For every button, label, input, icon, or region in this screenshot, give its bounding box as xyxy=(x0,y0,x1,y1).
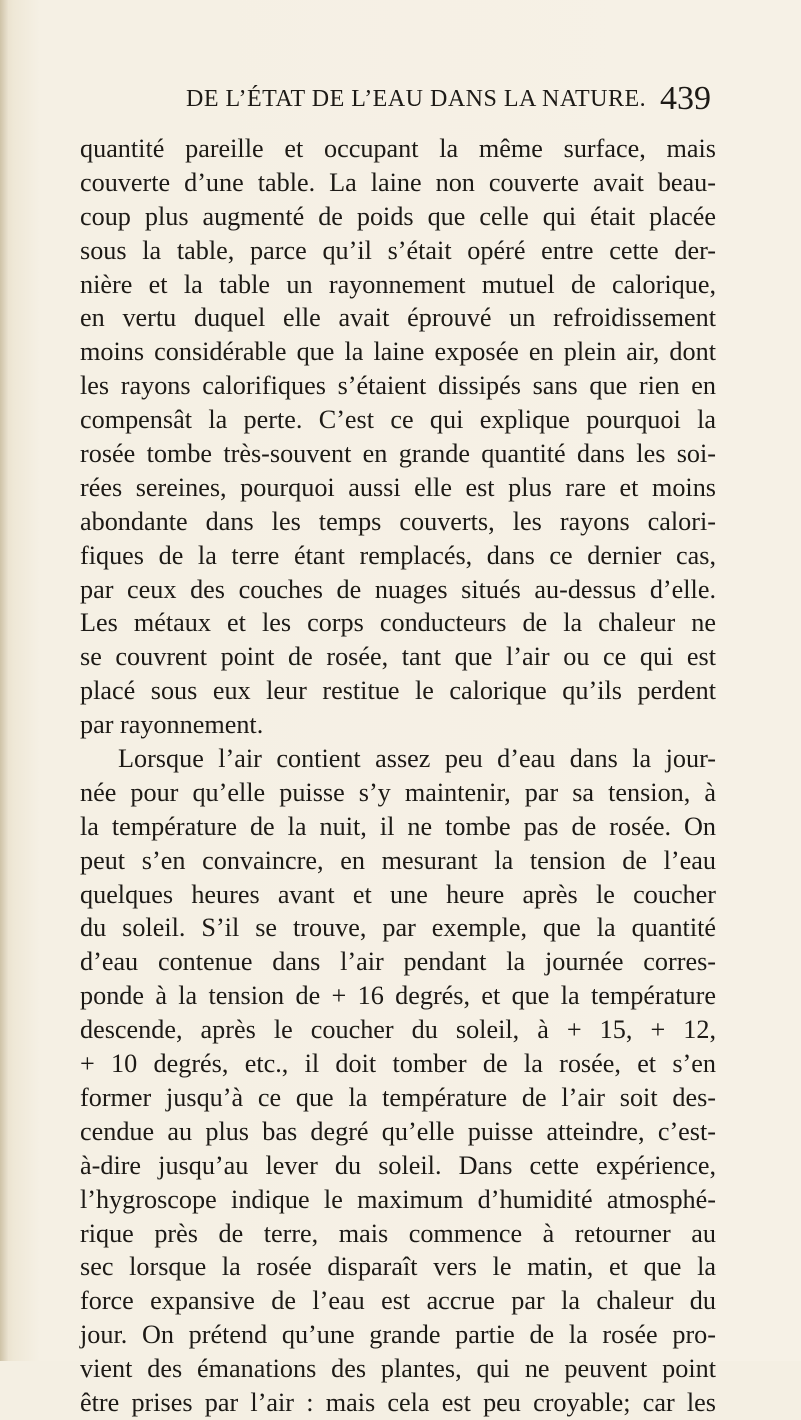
text-line: quantité pareille et occupant la même surface, mais xyxy=(80,134,716,163)
text-line: abondante dans les temps couverts, les rayons calori- xyxy=(80,506,716,536)
text-line: du soleil. S’il se trouve, par exemple, que la quantité xyxy=(80,913,716,943)
text-line: d’eau contenue dans l’air pendant la journée corres- xyxy=(80,947,716,977)
text-line: l’hygroscope indique le maximum d’humidité atmosphé- xyxy=(80,1184,716,1214)
text-line: couverte d’une table. La laine non couverte avait beau- xyxy=(80,167,716,197)
text-line: être prises par l’air : mais cela est peu croyable; car les xyxy=(80,1387,716,1417)
running-title: DE L’ÉTAT DE L’EAU DANS LA NATURE. xyxy=(186,86,647,112)
text-line: par ceux des couches de nuages situés au-dessus d’elle. xyxy=(80,574,716,604)
text-line: née pour qu’elle puisse s’y maintenir, par sa tension, à xyxy=(80,777,716,807)
text-line: rées sereines, pourquoi aussi elle est plus rare et moins xyxy=(80,472,716,502)
text-line: en vertu duquel elle avait éprouvé un refroidissement xyxy=(80,303,716,333)
text-line: moins considérable que la laine exposée en plein air, dont xyxy=(80,337,716,367)
text-line: rique près de terre, mais commence à retourner au xyxy=(80,1218,716,1248)
text-line: cendue au plus bas degré qu’elle puisse atteindre, c’est- xyxy=(80,1116,716,1146)
text-line: sous la table, parce qu’il s’était opéré entre cette der- xyxy=(80,235,716,265)
text-line: compensât la perte. C’est ce qui explique pourquoi la xyxy=(80,405,716,435)
text-line: Les métaux et les corps conducteurs de la chaleur ne xyxy=(80,608,716,638)
text-line: sec lorsque la rosée disparaît vers le matin, et que la xyxy=(80,1252,716,1282)
text-line: coup plus augmenté de poids que celle qui était placée xyxy=(80,201,716,231)
paragraph-end-line: par rayonnement. xyxy=(80,710,264,740)
text-line: nière et la table un rayonnement mutuel de calorique, xyxy=(80,269,716,299)
text-line: quelques heures avant et une heure après le coucher xyxy=(80,879,716,909)
text-line: force expansive de l’eau est accrue par la chaleur du xyxy=(80,1286,716,1316)
text-line: vient des émanations des plantes, qui ne peuvent point xyxy=(80,1354,716,1384)
text-line: peut s’en convaincre, en mesurant la tension de l’eau xyxy=(80,845,716,875)
text-line: se couvrent point de rosée, tant que l’air ou ce qui est xyxy=(80,642,716,672)
text-line: rosée tombe très-souvent en grande quantité dans les soi- xyxy=(80,439,716,469)
text-line: les rayons calorifiques s’étaient dissipés sans que rien en xyxy=(80,371,716,401)
page-number: 439 xyxy=(660,80,711,117)
body-text xyxy=(80,132,716,1420)
binding-edge xyxy=(0,0,8,1361)
text-line: fiques de la terre étant remplacés, dans ce dernier cas, xyxy=(80,540,716,570)
text-line: la température de la nuit, il ne tombe pas de rosée. On xyxy=(80,811,716,841)
text-line: jour. On prétend qu’une grande partie de la rosée pro- xyxy=(80,1320,716,1350)
text-line: former jusqu’à ce que la température de l’air soit des- xyxy=(80,1082,716,1112)
text-line: descende, après le coucher du soleil, à + 15, + 12, xyxy=(80,1015,716,1045)
text-line: à-dire jusqu’au lever du soleil. Dans cette expérience, xyxy=(80,1150,716,1180)
text-line: placé sous eux leur restitue le calorique qu’ils perdent xyxy=(80,676,716,706)
text-line: ponde à la tension de + 16 degrés, et que la température xyxy=(80,981,716,1011)
paragraph-start-line: Lorsque l’air contient assez peu d’eau dans la jour- xyxy=(118,744,716,774)
text-line: + 10 degrés, etc., il doit tomber de la rosée, et s’en xyxy=(80,1049,716,1079)
